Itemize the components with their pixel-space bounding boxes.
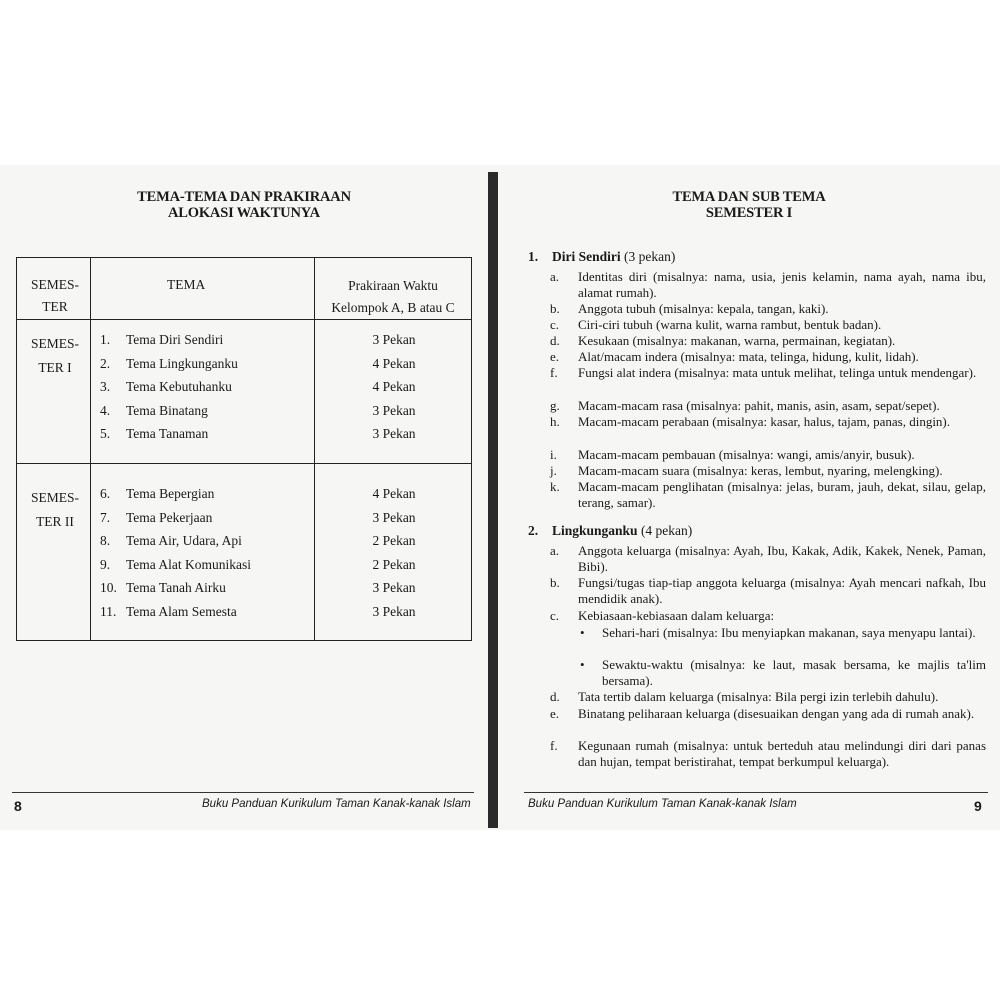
item-letter: a. [550, 269, 560, 284]
header-text: TER [42, 299, 68, 314]
header-text: Kelompok A, B atau C [331, 300, 455, 315]
row-number: 11. [100, 603, 117, 619]
item-letter: e. [550, 349, 560, 364]
book-spine [488, 172, 498, 828]
row-theme: Tema Alat Komunikasi [126, 556, 252, 572]
header-semester [25, 274, 85, 318]
item-text: Fungsi alat indera (misalnya: mata untuk melihat, telinga untuk mendengar). [578, 365, 977, 380]
row-number: 4. [100, 402, 111, 418]
row-duration: 2 Pekan [372, 533, 416, 548]
item-text: Ciri-ciri tubuh (warna kulit, warna rambut, bentuk badan). [578, 317, 882, 332]
header-waktu [315, 275, 471, 319]
table-divider [17, 319, 471, 320]
row-number: 7. [100, 509, 111, 525]
page-number: 9 [974, 798, 982, 814]
row-theme: Tema Tanaman [126, 426, 209, 441]
item-letter: f. [550, 365, 558, 380]
item-letter: k. [550, 479, 560, 494]
row-duration: 3 Pekan [372, 402, 416, 418]
footer-text: Buku Panduan Kurikulum Taman Kanak-kanak Islam [528, 798, 797, 810]
row-duration: 3 Pekan [372, 332, 416, 347]
section-name: Lingkunganku [552, 523, 638, 538]
section-duration: (4 pekan) [640, 523, 693, 538]
item-letter: d. [550, 333, 560, 348]
section-diri-sendiri [528, 249, 675, 265]
row-number: 2. [100, 355, 111, 371]
title-line: SEMESTER I [705, 205, 793, 221]
section-number: 1. [528, 249, 539, 264]
header-text: SEMES- [30, 277, 79, 292]
item-text: Alat/macam indera (misalnya: mata, telinga, hidung, kulit, lidah). [578, 349, 919, 364]
row-duration: 3 Pekan [372, 509, 416, 525]
row-theme: Tema Tanah Airku [126, 580, 226, 595]
row-duration: 4 Pekan [372, 355, 416, 371]
left-page [0, 165, 488, 830]
item-text: Anggota keluarga (misalnya: Ayah, Ibu, Kakak, Adik, Kakek, Nenek, Paman, Bibi). [578, 543, 986, 575]
right-page-title [498, 189, 1000, 221]
item-letter: d. [550, 689, 560, 704]
row-number: 8. [100, 533, 111, 548]
row-theme: Tema Diri Sendiri [126, 332, 224, 347]
row-duration: 3 Pekan [372, 426, 416, 441]
row-duration: 2 Pekan [372, 556, 416, 572]
row-number: 3. [100, 379, 111, 394]
theme-allocation-table [16, 257, 472, 641]
semester-text: TER II [36, 513, 74, 529]
semester-1-label [25, 332, 85, 379]
section-duration: (3 pekan) [624, 249, 676, 264]
item-text: Tata tertib dalam keluarga (misalnya: Bila pergi izin terlebih dahulu). [578, 689, 939, 704]
row-number: 6. [100, 486, 111, 501]
footer-text: Buku Panduan Kurikulum Taman Kanak-kanak Islam [202, 798, 471, 810]
row-duration: 3 Pekan [372, 603, 416, 619]
left-page-title [0, 189, 488, 221]
item-text: Kegunaan rumah (misalnya: untuk berteduh atau melindungi diri dari panas dan hujan, tempat beristirahat, tempat berkumpul keluarga). [578, 738, 986, 770]
row-theme: Tema Binatang [126, 402, 208, 418]
semester-text: SEMES- [30, 490, 79, 505]
footer-rule [12, 792, 474, 793]
item-text: Anggota tubuh (misalnya: kepala, tangan, kaki). [578, 301, 829, 316]
bullet-text: Sewaktu-waktu (misalnya: ke laut, masak bersama, ke majlis ta'lim bersama). [602, 657, 986, 689]
item-text: Macam-macam pembauan (misalnya: wangi, amis/anyir, busuk). [578, 447, 915, 462]
item-letter: a. [550, 543, 560, 558]
item-letter: j. [550, 463, 557, 478]
table-divider [90, 258, 91, 640]
section-lingkunganku [528, 523, 692, 539]
bullet-icon: • [580, 657, 585, 672]
row-number: 1. [100, 332, 111, 347]
item-text: Macam-macam rasa (misalnya: pahit, manis, asin, asam, sepat/sepet). [578, 398, 940, 413]
row-number: 9. [100, 556, 111, 572]
item-letter: h. [550, 414, 560, 429]
section-number: 2. [528, 523, 539, 538]
bullet-text: Sehari-hari (misalnya: Ibu menyiapkan makanan, saya menyapu lantai). [602, 625, 976, 640]
semester-text: SEMES- [30, 336, 79, 351]
row-duration: 3 Pekan [372, 580, 416, 595]
title-line: TEMA-TEMA DAN PRAKIRAAN [137, 189, 351, 205]
header-tema: TEMA [167, 277, 206, 292]
item-letter: f. [550, 738, 558, 753]
row-number: 10. [100, 580, 117, 595]
page-number: 8 [14, 798, 22, 814]
row-theme: Tema Lingkunganku [126, 355, 238, 371]
right-page [498, 165, 1000, 830]
semester-2-label [25, 486, 85, 533]
item-letter: c. [550, 608, 560, 623]
footer-rule [524, 792, 988, 793]
item-text: Identitas diri (misalnya: nama, usia, jenis kelamin, nama ayah, nama ibu, alamat rumah). [578, 269, 986, 301]
item-letter: b. [550, 575, 560, 590]
row-theme: Tema Kebutuhanku [126, 379, 232, 394]
title-line: ALOKASI WAKTUNYA [168, 205, 320, 221]
item-letter: g. [550, 398, 560, 413]
item-letter: i. [550, 447, 557, 462]
row-theme: Tema Alam Semesta [126, 603, 237, 619]
row-number: 5. [100, 426, 111, 441]
semester-text: TER I [38, 359, 72, 375]
item-text: Macam-macam perabaan (misalnya: kasar, halus, tajam, panas, dingin). [578, 414, 951, 429]
item-text: Fungsi/tugas tiap-tiap anggota keluarga (misalnya: Ayah mencari nafkah, Ibu mendidik anak). [578, 575, 986, 607]
section-name: Diri Sendiri [552, 249, 621, 264]
item-text: Kesukaan (misalnya: makanan, warna, permainan, kegiatan). [578, 333, 896, 348]
title-line: TEMA DAN SUB TEMA [672, 189, 826, 205]
item-letter: e. [550, 706, 560, 721]
item-text: Macam-macam penglihatan (misalnya: jelas, buram, jauh, dekat, silau, gelap, terang, samar). [578, 479, 986, 511]
item-text: Binatang peliharaan keluarga (disesuaikan dengan yang ada di rumah anak). [578, 706, 975, 721]
item-text: Kebiasaan-kebiasaan dalam keluarga: [578, 608, 775, 623]
row-duration: 4 Pekan [372, 379, 416, 394]
item-text: Macam-macam suara (misalnya: keras, lembut, nyaring, melengking). [578, 463, 943, 478]
row-duration: 4 Pekan [372, 486, 416, 501]
row-theme: Tema Air, Udara, Api [126, 533, 242, 548]
row-theme: Tema Pekerjaan [126, 509, 213, 525]
table-divider [17, 463, 471, 464]
row-theme: Tema Bepergian [126, 486, 215, 501]
item-letter: b. [550, 301, 560, 316]
bullet-icon: • [580, 625, 585, 640]
item-letter: c. [550, 317, 560, 332]
header-text: Prakiraan Waktu [348, 278, 438, 293]
